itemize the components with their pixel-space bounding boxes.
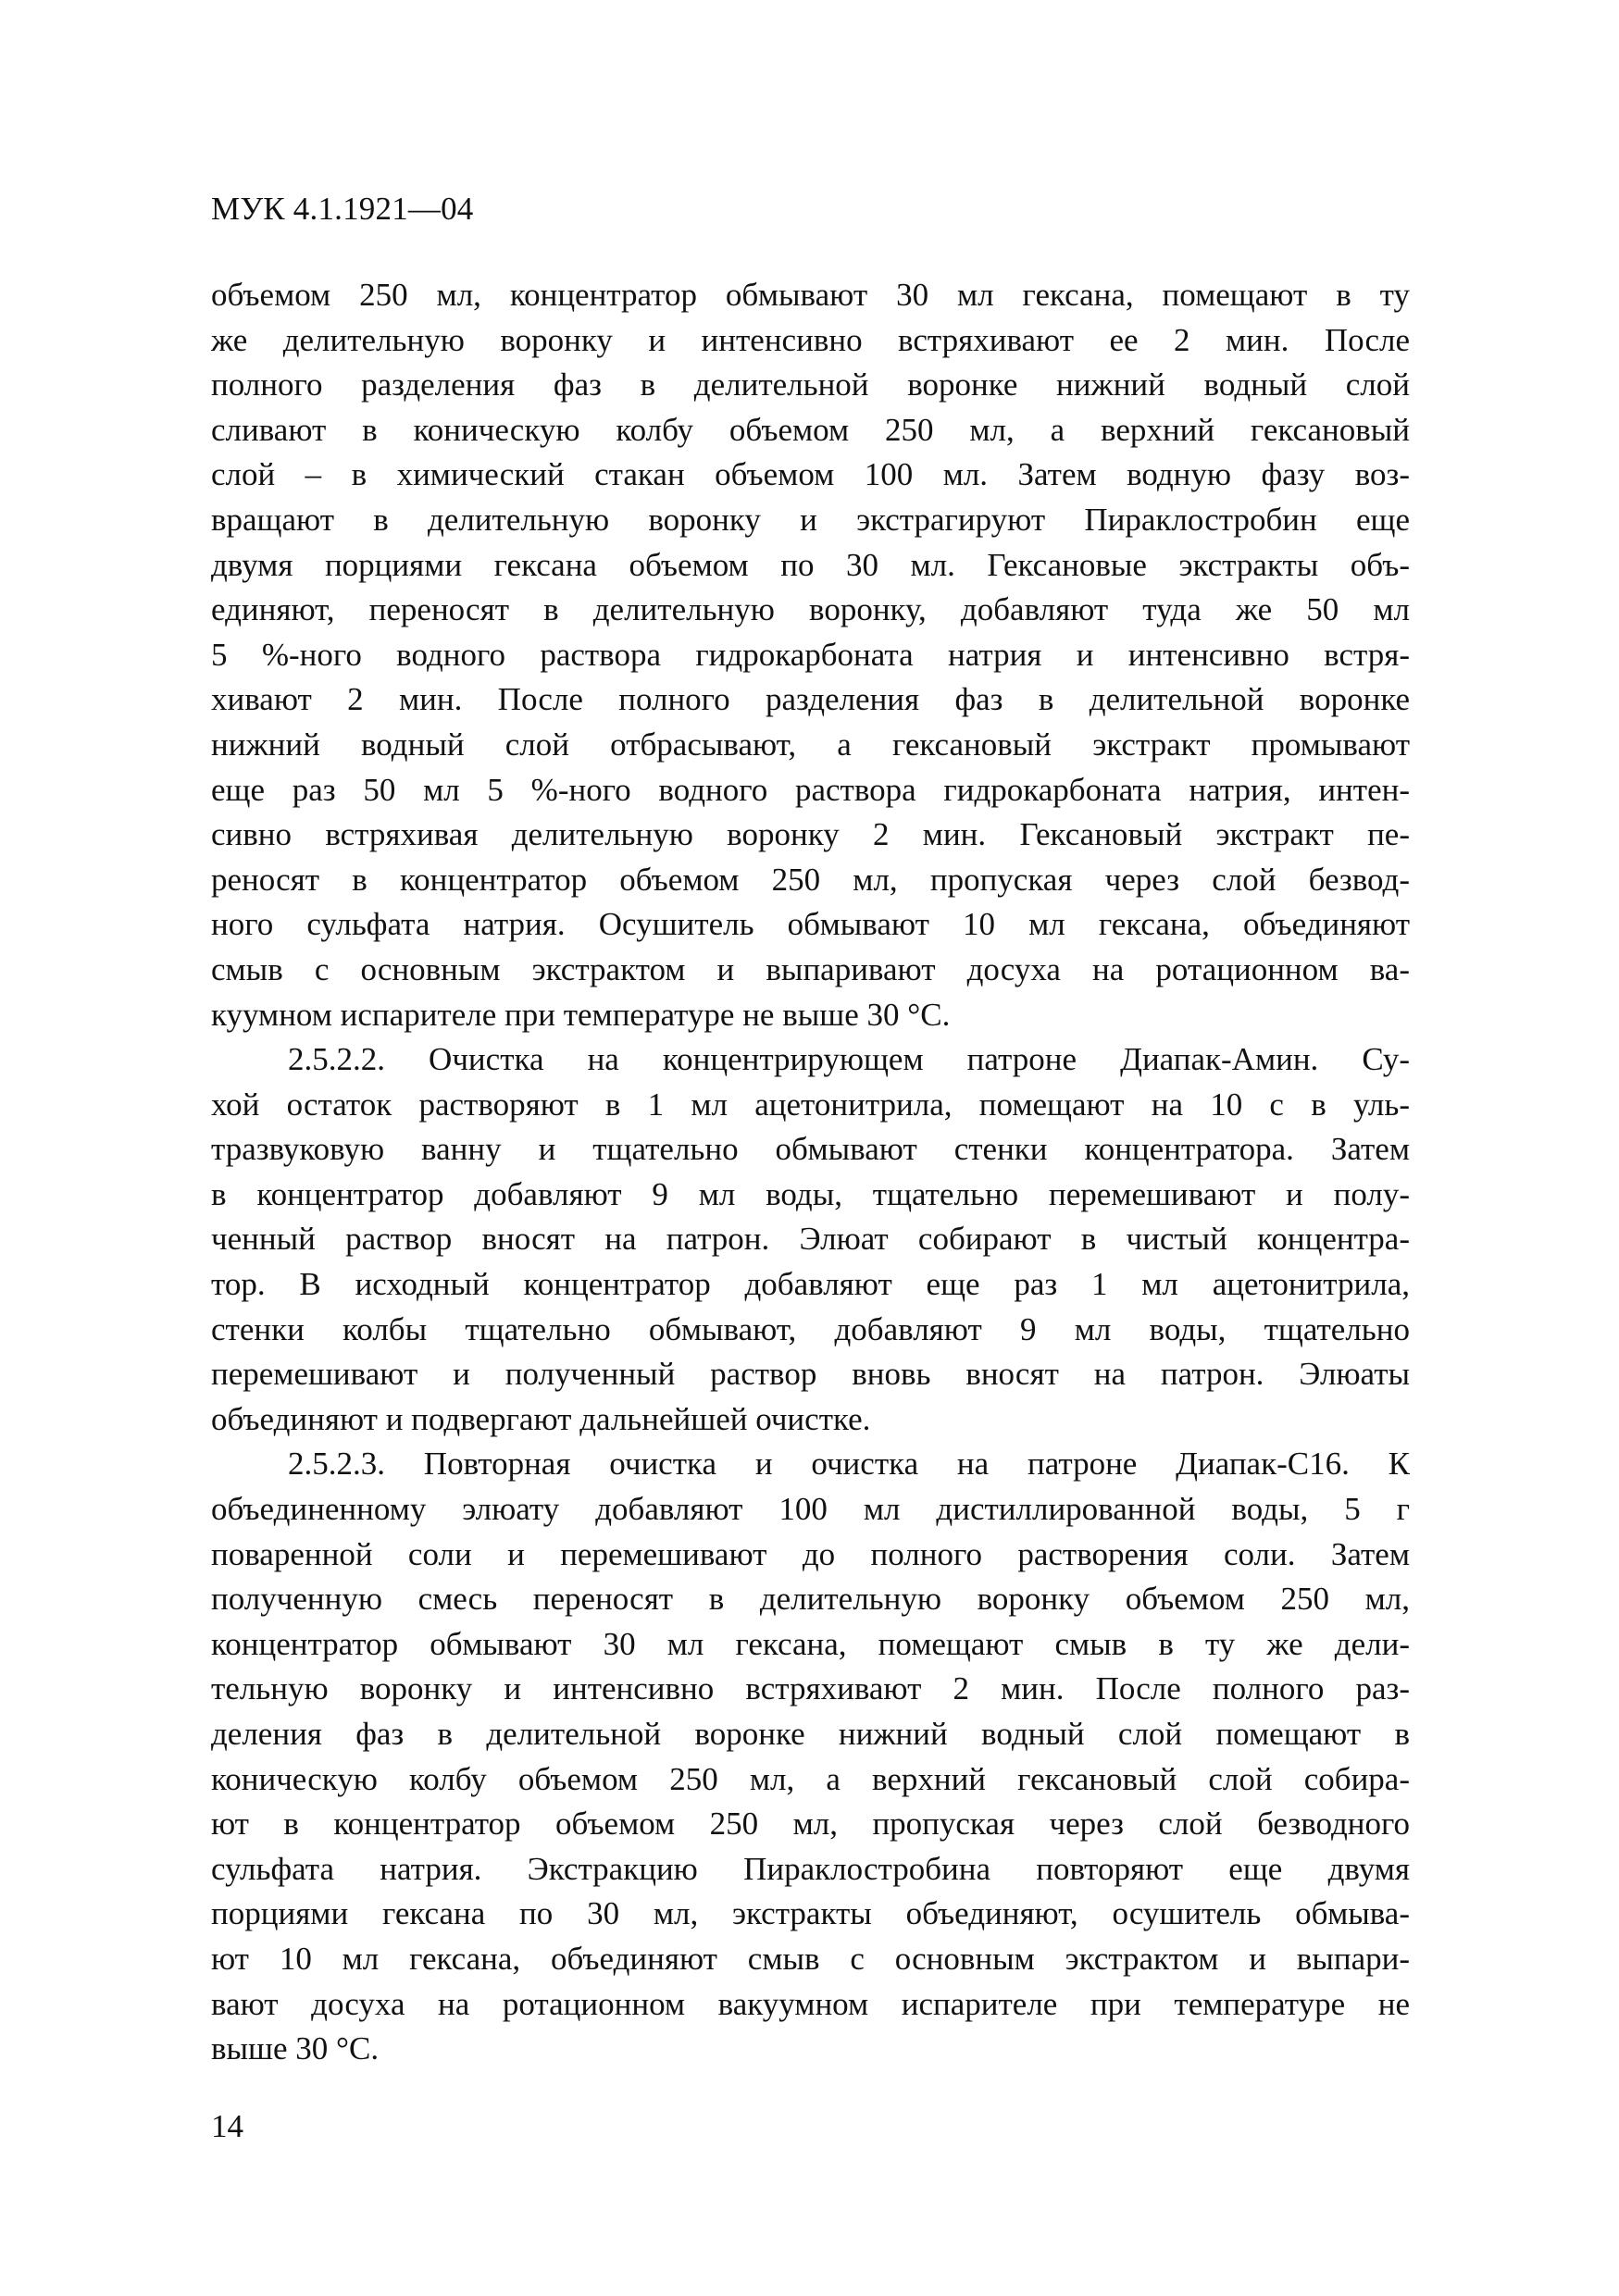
text-line: тразвуковую ванну и тщательно обмывают стенки концентратора. Затем <box>211 1131 1410 1168</box>
text-line: вращают в делительную воронку и экстрагируют Пираклостробин еще <box>211 501 1410 538</box>
text-line: тельную воронку и интенсивно встряхивают 2 мин. После полного раз- <box>211 1670 1410 1707</box>
text-line: стенки колбы тщательно обмывают, добавляют 9 мл воды, тщательно <box>211 1310 1410 1347</box>
text-line: хой остаток растворяют в 1 мл ацетонитрила, помещают на 10 с в уль- <box>211 1086 1410 1123</box>
text-line: сульфата натрия. Экстракцию Пираклостробина повторяют еще двумя <box>211 1850 1410 1887</box>
text-line: ченный раствор вносят на патрон. Элюат собирают в чистый концентра- <box>211 1221 1410 1258</box>
text-line: ют 10 мл гексана, объединяют смыв с основным экстрактом и выпари- <box>211 1940 1410 1977</box>
body-text <box>211 273 1410 2072</box>
text-line: двумя порциями гексана объемом по 30 мл. Гексановые экстракты объ- <box>211 546 1410 583</box>
section-2-5-2-2-first-line: 2.5.2.2. Очистка на концентрирующем патроне Диапак-Амин. Су- <box>288 1041 1410 1078</box>
text-line: сивно встряхивая делительную воронку 2 мин. Гексановый экстракт пе- <box>211 816 1410 853</box>
text-line: куумном испарителе при температуре не выше 30 °С. <box>211 996 951 1033</box>
text-line: объемом 250 мл, концентратор обмывают 30 мл гексана, помещают в ту <box>211 277 1410 313</box>
text-line: хивают 2 мин. После полного разделения фаз в делительной воронке <box>211 681 1410 718</box>
text-line: объединяют и подвергают дальнейшей очистке. <box>211 1400 871 1437</box>
text-line: же делительную воронку и интенсивно встряхивают ее 2 мин. После <box>211 321 1410 358</box>
text-line: еще раз 50 мл 5 %-ного водного раствора гидрокарбоната натрия, интен- <box>211 771 1410 808</box>
text-line: реносят в концентратор объемом 250 мл, пропуская через слой безвод- <box>211 861 1410 898</box>
text-line: полученную смесь переносят в делительную воронку объемом 250 мл, <box>211 1581 1410 1618</box>
text-line: сливают в коническую колбу объемом 250 мл, а верхний гексановый <box>211 411 1410 448</box>
text-line: в концентратор добавляют 9 мл воды, тщательно перемешивают и полу- <box>211 1175 1410 1212</box>
text-line: 5 %-ного водного раствора гидрокарбоната натрия и интенсивно встря- <box>211 636 1410 673</box>
text-line: полного разделения фаз в делительной воронке нижний водный слой <box>211 366 1410 403</box>
section-2-5-2-3-first-line: 2.5.2.3. Повторная очистка и очистка на патроне Диапак-С16. К <box>288 1446 1410 1483</box>
text-line: коническую колбу объемом 250 мл, а верхний гексановый слой собира- <box>211 1760 1410 1797</box>
text-line: вают досуха на ротационном вакуумном испарителе при температуре не <box>211 1985 1410 2022</box>
text-line: выше 30 °С. <box>211 2030 380 2067</box>
text-line: деления фаз в делительной воронке нижний водный слой помещают в <box>211 1716 1410 1752</box>
text-line: смыв с основным экстрактом и выпаривают досуха на ротационном ва- <box>211 950 1410 987</box>
text-line: поваренной соли и перемешивают до полного растворения соли. Затем <box>211 1535 1410 1572</box>
text-line: объединенному элюату добавляют 100 мл дистиллированной воды, 5 г <box>211 1491 1410 1528</box>
text-line: нижний водный слой отбрасывают, а гексановый экстракт промывают <box>211 726 1410 763</box>
text-line: концентратор обмывают 30 мл гексана, помещают смыв в ту же дели- <box>211 1625 1410 1662</box>
text-line: ного сульфата натрия. Осушитель обмывают 10 мл гексана, объединяют <box>211 906 1410 943</box>
text-line: единяют, переносят в делительную воронку, добавляют туда же 50 мл <box>211 591 1410 628</box>
page-number: 14 <box>211 2108 243 2144</box>
text-line: порциями гексана по 30 мл, экстракты объединяют, осушитель обмыва- <box>211 1895 1410 1932</box>
text-line: перемешивают и полученный раствор вновь вносят на патрон. Элюаты <box>211 1356 1410 1393</box>
text-line: слой – в химический стакан объемом 100 мл. Затем водную фазу воз- <box>211 456 1410 493</box>
text-line: тор. В исходный концентратор добавляют еще раз 1 мл ацетонитрила, <box>211 1266 1410 1303</box>
text-line: ют в концентратор объемом 250 мл, пропуская через слой безводного <box>211 1806 1410 1843</box>
document-code-header: МУК 4.1.1921—04 <box>211 191 474 227</box>
